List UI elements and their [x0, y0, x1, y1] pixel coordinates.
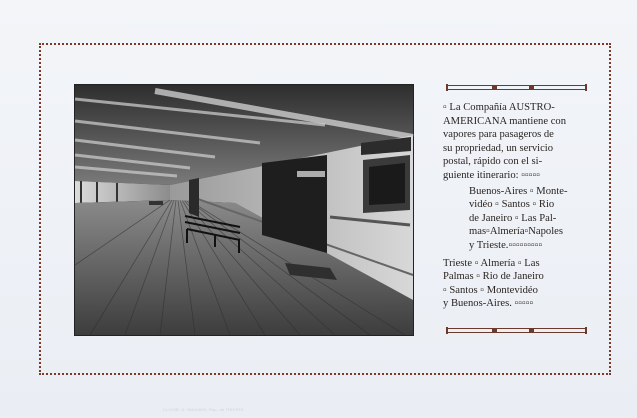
photo-credit: CLICHÉ: D. WAGNER, Rep. de TRIESTE — [163, 407, 244, 412]
text-line: su propriedad, un servicio — [443, 142, 554, 154]
text-line: ▫ Santos ▫ Montevidéo — [443, 284, 538, 296]
outbound-route-paragraph — [443, 185, 591, 253]
text-line: AMERICANA mantiene con — [443, 115, 566, 127]
deck-illustration — [75, 85, 413, 335]
text-line: Buenos-Aires ▫ Monte- — [469, 185, 568, 197]
text-line: guiente itinerario: ▫▫▫▫▫ — [443, 169, 541, 181]
text-line: Trieste ▫ Almería ▫ Las — [443, 257, 540, 269]
itinerary-text — [443, 101, 591, 311]
text-line: vapores para pasageros de — [443, 129, 554, 141]
bottom-ornament-rule — [446, 327, 587, 334]
top-ornament-rule — [446, 84, 587, 91]
text-line: vidéo ▫ Santos ▫ Rio — [469, 199, 555, 211]
text-line: Palmas ▫ Rio de Janeiro — [443, 271, 544, 283]
text-line: y Buenos-Aires. ▫▫▫▫▫ — [443, 298, 534, 310]
return-route-paragraph — [443, 257, 591, 311]
text-line: de Janeiro ▫ Las Pal- — [469, 212, 557, 224]
text-line: postal, rápido con el si- — [443, 156, 543, 168]
text-line: mas▫Almería▫Napoles — [469, 226, 563, 238]
ship-deck-photo — [74, 84, 414, 412]
text-line: y Trieste.▫▫▫▫▫▫▫▫▫ — [469, 239, 543, 251]
intro-paragraph — [443, 101, 591, 183]
text-line: ▫ La Compañía AUSTRO- — [443, 102, 555, 113]
